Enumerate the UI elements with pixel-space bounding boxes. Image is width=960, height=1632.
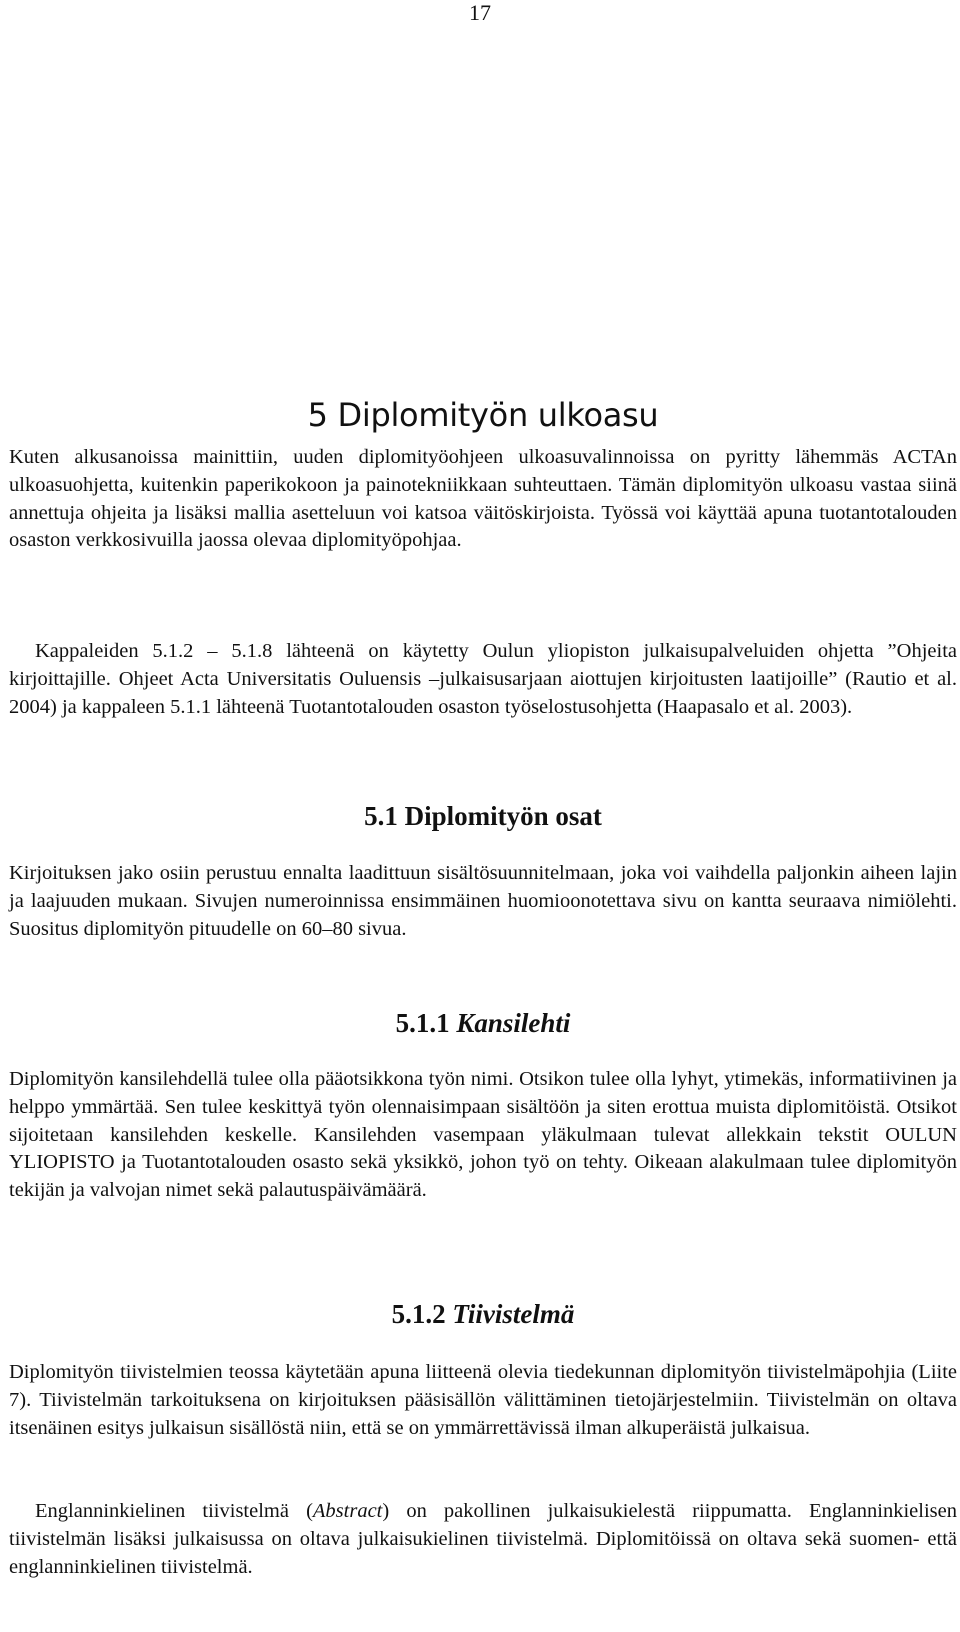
chapter-intro-paragraph bbox=[9, 444, 957, 555]
section-5-1-1-paragraph: Diplomityön kansilehdellä tulee olla pääotsikkona työn nimi. Otsikon tulee olla lyhyt, ytimekäs, informatiivinen ja helppo ymmärtää. Sen tulee keskittyä työn olennaisimpaan sisältöön ja siten erottua muista diplomitöistä. Otsikot sijoitetaan kansilehden keskelle. Kansilehden vasempaan yläkulmaan tulevat allekkain tekstit OULUN YLIOPISTO ja Tuotantotalouden osasto sekä yksikkö, johon työ on tehty. Oikeaan alakulmaan tulee diplomityön tekijän ja valvojan nimet sekä palautuspäivämäärä. bbox=[9, 1068, 957, 1202]
chapter-sources-paragraph bbox=[9, 638, 957, 721]
section-heading-5-1: 5.1 Diplomityön osat bbox=[364, 801, 602, 831]
chapter-heading: 5 Diplomityön ulkoasu bbox=[307, 396, 659, 434]
abstract-text-before: Englanninkielinen tiivistelmä ( bbox=[35, 1500, 313, 1522]
page-number: 17 bbox=[469, 0, 491, 25]
section-5-1-2-paragraph-1: Diplomityön tiivistelmien teossa käytetään apuna liitteenä olevia tiedekunnan diplomityön tiivistelmäpohjia (Liite 7). Tiivistelmän tarkoituksena on kirjoituksen pääsisällön välittäminen tietojärjestelmiin. Tiivistelmän on oltava itsenäinen esitys julkaisun sisällöstä niin, että se on ymmärrettävissä ilman alkuperäistä julkaisua. bbox=[9, 1361, 957, 1439]
sources-text: Kappaleiden 5.1.2 – 5.1.8 lähteenä on käytetty Oulun yliopiston julkaisupalveluiden ohjetta ”Ohjeita kirjoittajille. Ohjeet Acta Universitatis Ouluensis –julkaisusarjaan aiottujen kirjoitusten laatijoille” (Rautio et al. 2004) ja kappaleen 5.1.1 lähteenä Tuotantotalouden osaston työselostusohjetta (Haapasalo et al. 2003). bbox=[9, 640, 957, 718]
subsection-title: Kansilehti bbox=[456, 1008, 571, 1038]
subsection-number: 5.1.1 bbox=[395, 1008, 450, 1038]
subsection-title: Tiivistelmä bbox=[452, 1299, 575, 1329]
intro-text-serif: Kuten alkusanoissa mainittiin, uuden diplomityöohjeen ulkoasuvalinnoissa on pyritty lähemmäs ACTAn ulkoasuohjetta, kuitenkin paperikokoon ja painotekniikkaan suhteuttaen. Tämän diplomityön ulkoasu vastaa siinä annettuja ohjeita ja lisäksi mallia asetteluun voi katsoa väitöskirjoista. Työssä voi käyttää apuna tuotantotalouden osaston verkkosivuilla jaossa olevaa diplomityöpohjaa. bbox=[9, 446, 957, 552]
section-5-1-paragraph: Kirjoituksen jako osiin perustuu ennalta laadittuun sisältösuunnitelmaan, joka voi vaihdella paljonkin aiheen lajin ja laajuuden mukaan. Sivujen numeroinnissa ensimmäinen huomioonotettava sivu on kantta seuraava nimiölehti. Suositus diplomityön pituudelle on 60–80 sivua. bbox=[9, 862, 957, 940]
abstract-term: Abstract bbox=[312, 1500, 383, 1522]
abstract-text-after: ) on pakollinen julkaisukielestä riippumatta. Englanninkielisen tiivistelmän lisäksi julkaisussa on oltava julkaisukielinen tiivistelmä. Diplomitöissä on oltava sekä suomen- että englanninkielinen tiivistelmä. bbox=[9, 1500, 957, 1578]
subsection-heading-5-1-2 bbox=[9, 1297, 957, 1331]
section-5-1-2-paragraph-2 bbox=[9, 1498, 957, 1581]
subsection-number: 5.1.2 bbox=[391, 1299, 446, 1329]
subsection-heading-5-1-1 bbox=[9, 1006, 957, 1040]
